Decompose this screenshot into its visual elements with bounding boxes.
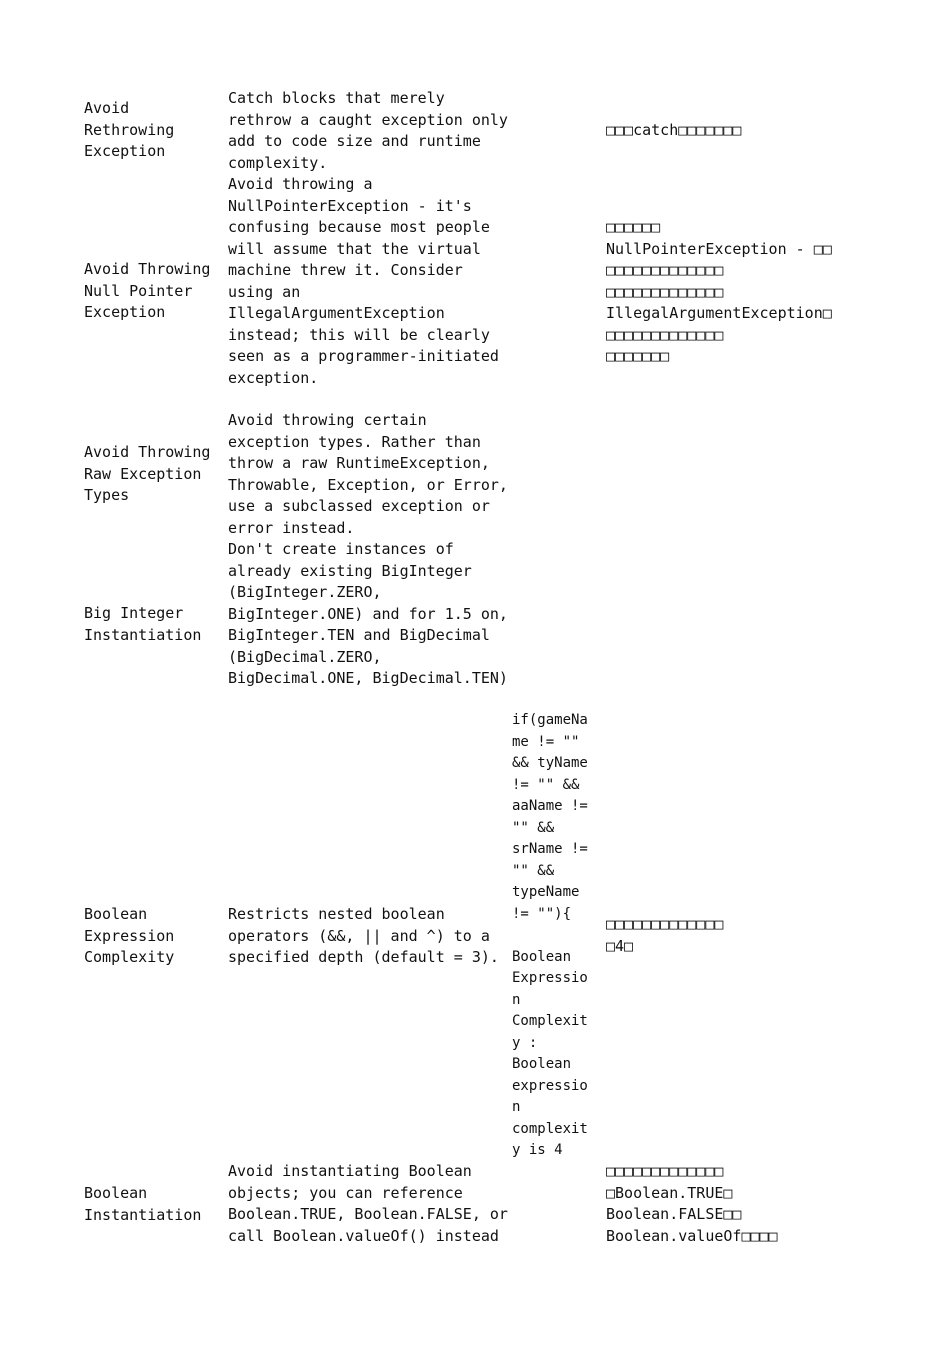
table-row (0, 539, 950, 694)
rule-example: if(gameNa me != "" && tyName != "" && aaName != "" && srName != "" && typeName != ""){ Boolean Expressio n Complexit y : Boolean expressio n complexit y is 4 (512, 712, 588, 1158)
table-row (0, 174, 950, 398)
rule-note: □□□catch□□□□□□□ (606, 121, 742, 139)
rule-description: Don't create instances of already existing BigInteger (BigInteger.ZERO, BigInteger.ONE) and for 1.5 on, BigInteger.TEN and BigDecimal (BigDecimal.ZERO, BigDecimal.ONE, BigDecimal.TEN) (228, 540, 508, 687)
rule-description: Avoid throwing certain exception types. Rather than throw a raw RuntimeException, Throwable, Exception, or Error, use a subclassed exception or error instead. (228, 411, 508, 537)
rule-description: Catch blocks that merely rethrow a caught exception only add to code size and runtime complexity. (228, 89, 508, 172)
table-row (0, 88, 950, 176)
rule-name: Avoid Rethrowing Exception (84, 99, 175, 160)
rule-description: Avoid throwing a NullPointerException - it's confusing because most people will assume that the virtual machine threw it. Consider using an IllegalArgumentException instead; this will be clearly seen as a programmer-initiated exception. (228, 175, 499, 387)
rule-note: □□□□□□□□□□□□□ □Boolean.TRUE□ Boolean.FALSE□□ Boolean.valueOf□□□□ (606, 1162, 778, 1245)
rule-name: Avoid Throwing Null Pointer Exception (84, 260, 211, 321)
rule-name: Avoid Throwing Raw Exception Types (84, 443, 211, 504)
rule-note: □□□□□□□□□□□□□ □4□ (606, 915, 724, 955)
rule-name: Big Integer Instantiation (84, 604, 202, 644)
table-row (0, 410, 950, 540)
table-row (0, 1161, 950, 1261)
rule-note: □□□□□□ NullPointerException - □□ □□□□□□□□□□□□□ □□□□□□□□□□□□□ IllegalArgumentException□ □□□□□□□□□□□□□ □□□□□□□ (606, 218, 832, 365)
rule-description: Avoid instantiating Boolean objects; you can reference Boolean.TRUE, Boolean.FALSE, or call Boolean.valueOf() instead (228, 1162, 508, 1245)
rule-description: Restricts nested boolean operators (&&, || and ^) to a specified depth (default = 3). (228, 905, 499, 966)
table-row (0, 710, 950, 1165)
rule-name: Boolean Expression Complexity (84, 905, 175, 966)
rule-name: Boolean Instantiation (84, 1184, 202, 1224)
